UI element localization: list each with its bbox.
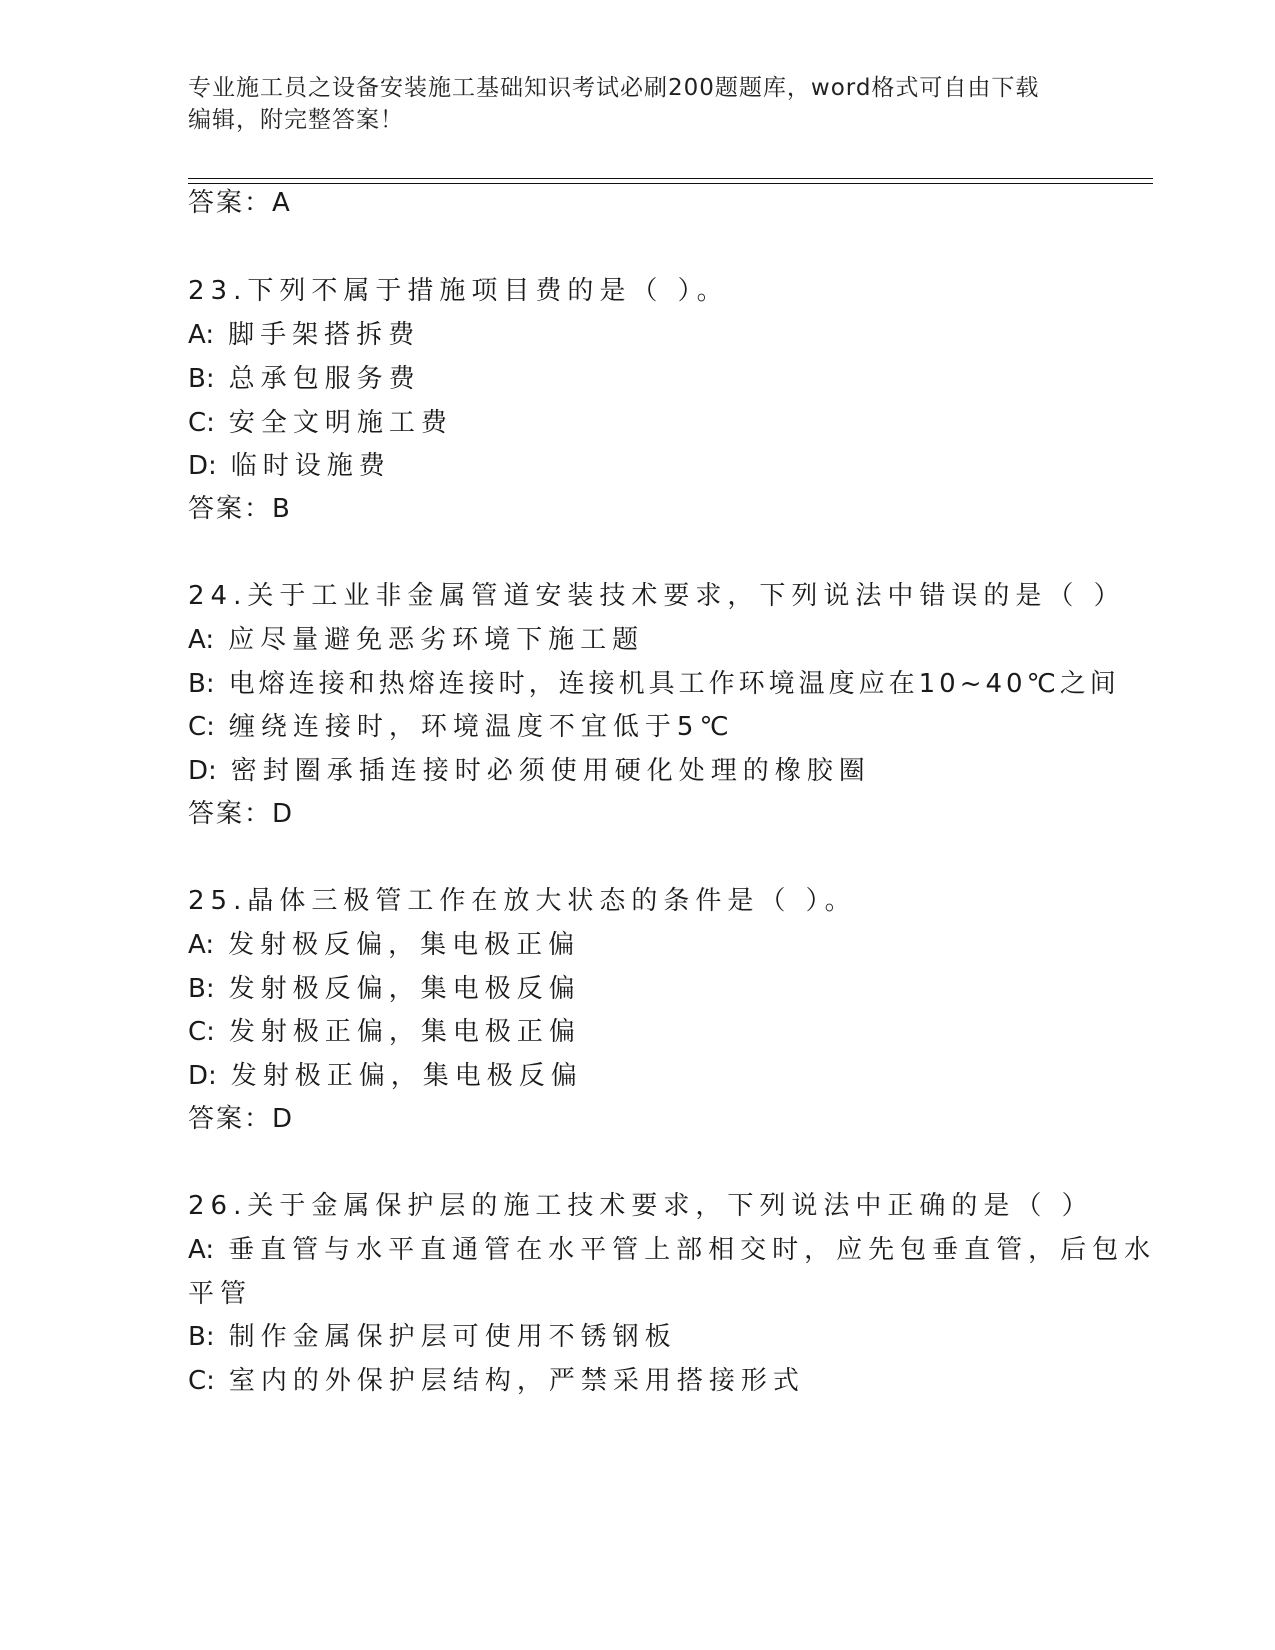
question-23-option-d: [188, 451, 391, 481]
option-text: 发射极正偏，集电极反偏: [230, 1061, 583, 1091]
option-key: B:: [188, 669, 215, 699]
header-divider-top: [188, 178, 1153, 179]
option-key: C:: [188, 1366, 215, 1396]
option-key: C:: [188, 408, 215, 438]
option-key: A:: [188, 625, 215, 655]
question-23-stem: 23.下列不属于措施项目费的是（ ）。: [188, 276, 729, 306]
option-text: 制作金属保护层可使用不锈钢板: [228, 1322, 677, 1352]
option-key: A:: [188, 1235, 215, 1265]
question-23-option-c: [188, 408, 453, 438]
question-25-option-a: [188, 930, 580, 960]
header-line-1: 专业施工员之设备安装施工基础知识考试必刷200题题库，word格式可自由下载: [188, 75, 1040, 101]
question-25-option-c: [188, 1017, 581, 1047]
question-25-option-d: [188, 1061, 583, 1091]
question-23-option-b: [188, 364, 421, 394]
option-text: 总承包服务费: [228, 364, 421, 394]
header-line-2: 编辑，附完整答案！: [188, 107, 404, 133]
option-text: 临时设施费: [230, 451, 391, 481]
option-key: A:: [188, 320, 215, 350]
option-text: 发射极正偏，集电极正偏: [228, 1017, 581, 1047]
option-key: D:: [188, 756, 217, 786]
question-24-option-d: [188, 756, 871, 786]
option-key: B:: [188, 1322, 215, 1352]
question-26-option-c: [188, 1366, 805, 1396]
option-key: D:: [188, 1061, 217, 1091]
option-text: 应尽量避免恶劣环境下施工题: [228, 625, 645, 655]
option-key: A:: [188, 930, 215, 960]
option-text: 密封圈承插连接时必须使用硬化处理的橡胶圈: [230, 756, 871, 786]
question-25-stem: 25.晶体三极管工作在放大状态的条件是（ ）。: [188, 886, 857, 916]
question-26-option-b: [188, 1322, 677, 1352]
option-key: C:: [188, 1017, 215, 1047]
option-key: B:: [188, 364, 215, 394]
question-24-option-b: [188, 669, 1120, 699]
question-24-option-c: [188, 712, 735, 742]
question-26-option-a-continuation: 平管: [188, 1279, 253, 1309]
option-text: 缠绕连接时，环境温度不宜低于5℃: [228, 712, 735, 742]
option-text: 安全文明施工费: [228, 408, 453, 438]
question-25-option-b: [188, 974, 581, 1004]
question-26-option-a: [188, 1235, 1156, 1265]
answer-22: 答案：A: [188, 188, 292, 218]
option-text: 室内的外保护层结构，严禁采用搭接形式: [228, 1366, 805, 1396]
answer-23: 答案：B: [188, 494, 292, 524]
option-text: 发射极反偏，集电极反偏: [228, 974, 581, 1004]
option-key: D:: [188, 451, 217, 481]
option-text: 垂直管与水平直通管在水平管上部相交时，应先包垂直管，后包水: [228, 1235, 1157, 1265]
option-text: 电熔连接和热熔连接时，连接机具工作环境温度应在10~40℃之间: [228, 669, 1120, 699]
document-header: [188, 72, 1088, 136]
question-23-option-a: [188, 320, 420, 350]
header-divider-bottom: [188, 183, 1153, 184]
option-text: 脚手架搭拆费: [228, 320, 421, 350]
question-24-stem: 24.关于工业非金属管道安装技术要求，下列说法中错误的是（ ）: [188, 581, 1126, 611]
answer-24: 答案：D: [188, 799, 295, 829]
option-key: B:: [188, 974, 215, 1004]
question-26-stem: 26.关于金属保护层的施工技术要求，下列说法中正确的是（ ）: [188, 1191, 1094, 1221]
question-24-option-a: [188, 625, 644, 655]
option-key: C:: [188, 712, 215, 742]
answer-25: 答案：D: [188, 1104, 295, 1134]
option-text: 发射极反偏，集电极正偏: [228, 930, 581, 960]
